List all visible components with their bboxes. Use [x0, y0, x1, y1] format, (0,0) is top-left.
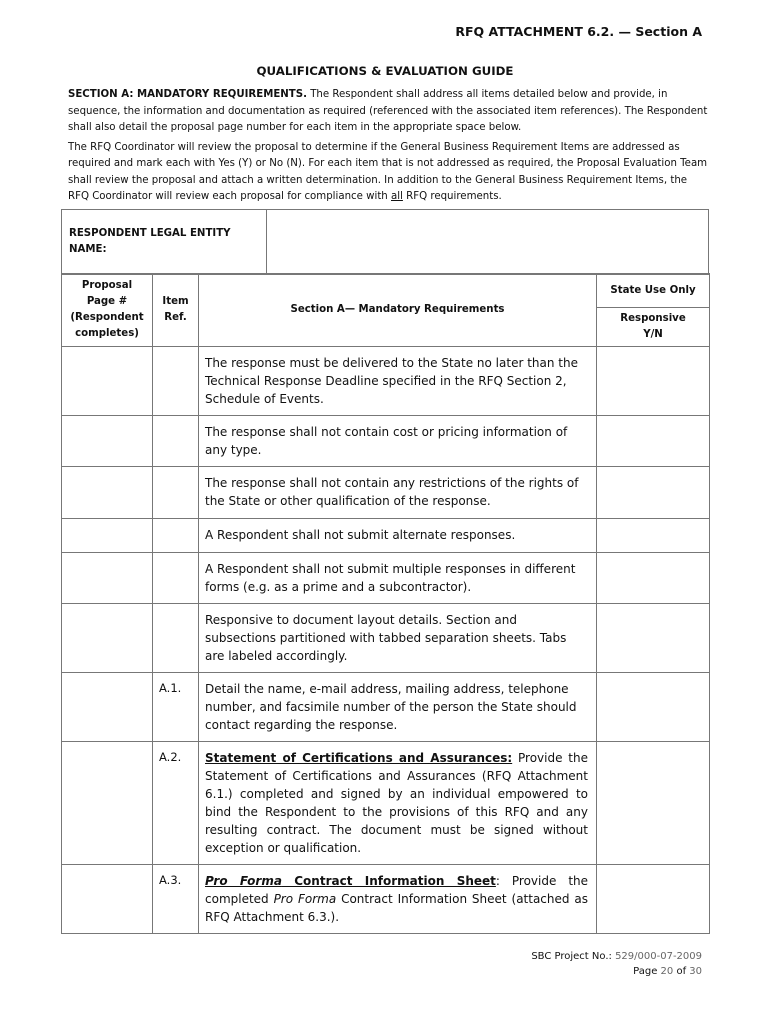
item-ref-cell: [153, 519, 199, 553]
table-row: [62, 347, 710, 416]
responsive-cell[interactable]: [597, 604, 710, 673]
project-value: 529/000-07-2009: [615, 951, 702, 962]
attachment-header: RFQ ATTACHMENT 6.2. — Section A: [455, 24, 702, 39]
responsive-cell[interactable]: [597, 467, 710, 519]
table-row: [62, 742, 710, 865]
table-row: [62, 673, 710, 742]
proposal-page-cell[interactable]: [62, 553, 153, 604]
project-label: SBC Project No.:: [531, 951, 616, 962]
requirement-text: [199, 742, 597, 865]
intro-p2-end: RFQ requirements.: [402, 191, 502, 202]
requirement-text: Detail the name, e-mail address, mailing address, telephone number, and facsimile number of the person the State should contact regarding the response.: [199, 673, 597, 742]
header-section-a: Section A— Mandatory Requirements: [199, 274, 597, 347]
proposal-page-cell[interactable]: [62, 673, 153, 742]
table-row: [62, 604, 710, 673]
requirement-body: Contract Information Sheet (attached as RFQ Attachment 6.3.).: [205, 892, 589, 924]
requirement-text: The response must be delivered to the State no later than the Technical Response Deadline specified in the RFQ Section 2, Schedule of Events.: [199, 347, 597, 416]
responsive-cell[interactable]: [597, 519, 710, 553]
intro-text: [68, 87, 708, 209]
proposal-page-cell[interactable]: [62, 347, 153, 416]
entity-name-field[interactable]: [267, 210, 709, 275]
page-title: QUALIFICATIONS & EVALUATION GUIDE: [256, 64, 514, 78]
proposal-page-cell[interactable]: [62, 865, 153, 934]
page-total: 30: [689, 966, 702, 977]
requirement-heading: Statement of Certifications and Assurances:: [205, 751, 513, 765]
proposal-page-cell[interactable]: [62, 604, 153, 673]
proposal-page-cell[interactable]: [62, 519, 153, 553]
page-label: Page: [633, 966, 661, 977]
header-proposal-page: Proposal Page # (Respondent completes): [62, 274, 153, 347]
requirements-table: [61, 273, 710, 934]
intro-p1-text: The Respondent shall address all items detailed below and provide, in sequence, the information and documentation as required (referenced with the associated item references). The Respondent shall also detail the proposal page number for each item in the appropriate space below.: [68, 89, 708, 133]
responsive-cell[interactable]: [597, 865, 710, 934]
requirement-heading-italic: Pro Forma: [205, 874, 282, 888]
responsive-cell[interactable]: [597, 416, 710, 467]
item-ref-cell: [153, 416, 199, 467]
table-row: [62, 553, 710, 604]
requirement-text: A Respondent shall not submit alternate responses.: [199, 519, 597, 553]
proposal-page-cell[interactable]: [62, 742, 153, 865]
item-ref-cell: A.1.: [153, 673, 199, 742]
page-footer: [531, 949, 702, 979]
item-ref-cell: [153, 347, 199, 416]
page-of-label: of: [673, 966, 690, 977]
requirement-text: The response shall not contain cost or pricing information of any type.: [199, 416, 597, 467]
responsive-cell[interactable]: [597, 347, 710, 416]
requirement-body-lead: : Provide the completed: [205, 874, 589, 906]
item-ref-cell: A.2.: [153, 742, 199, 865]
page-current: 20: [660, 966, 674, 977]
item-ref-cell: [153, 604, 199, 673]
section-label: SECTION A: MANDATORY REQUIREMENTS.: [68, 89, 307, 100]
requirement-heading: Contract Information Sheet: [281, 874, 496, 888]
table-row: [62, 865, 710, 934]
requirement-text: The response shall not contain any restrictions of the rights of the State or other qualification of the response.: [199, 467, 597, 519]
intro-paragraph-2: [68, 140, 708, 206]
intro-paragraph-1: [68, 87, 708, 137]
requirement-body: Provide the Statement of Certifications and Assurances (RFQ Attachment 6.1.) completed and signed by an individual empowered to bind the Respondent to the provisions of this RFQ and any resulting contract. The document must be signed without exception or qualification.: [205, 751, 588, 855]
item-ref-cell: [153, 467, 199, 519]
page-number: [531, 964, 702, 979]
item-ref-cell: A.3.: [153, 865, 199, 934]
responsive-cell[interactable]: [597, 553, 710, 604]
entity-name-label: RESPONDENT LEGAL ENTITY NAME:: [62, 210, 267, 275]
responsive-cell[interactable]: [597, 742, 710, 865]
header-state-use-only: State Use Only: [597, 274, 710, 308]
requirement-body-italic: Pro Forma: [273, 892, 337, 906]
header-item-ref: Item Ref.: [153, 274, 199, 347]
table-row: [62, 519, 710, 553]
responsive-cell[interactable]: [597, 673, 710, 742]
table-row: [62, 467, 710, 519]
requirement-text: Responsive to document layout details. Section and subsections partitioned with tabbed separation sheets. Tabs are labeled accordingly.: [199, 604, 597, 673]
entity-name-table: [61, 209, 709, 275]
requirement-text: [199, 865, 597, 934]
proposal-page-cell[interactable]: [62, 416, 153, 467]
intro-p2-underlined: all: [391, 191, 403, 202]
header-responsive: Responsive Y/N: [597, 308, 710, 347]
requirement-text: A Respondent shall not submit multiple responses in different forms (e.g. as a prime and a subcontractor).: [199, 553, 597, 604]
proposal-page-cell[interactable]: [62, 467, 153, 519]
project-number: [531, 949, 702, 964]
intro-p2-text: The RFQ Coordinator will review the proposal to determine if the General Business Requirement Items are addressed as required and mark each with Yes (Y) or No (N). For each item that is not addressed as required, the Proposal Evaluation Team shall review the proposal and attach a written determination. In addition to the General Business Requirement Items, the RFQ Coordinator will review each proposal for compliance with: [68, 141, 708, 202]
item-ref-cell: [153, 553, 199, 604]
table-row: [62, 416, 710, 467]
